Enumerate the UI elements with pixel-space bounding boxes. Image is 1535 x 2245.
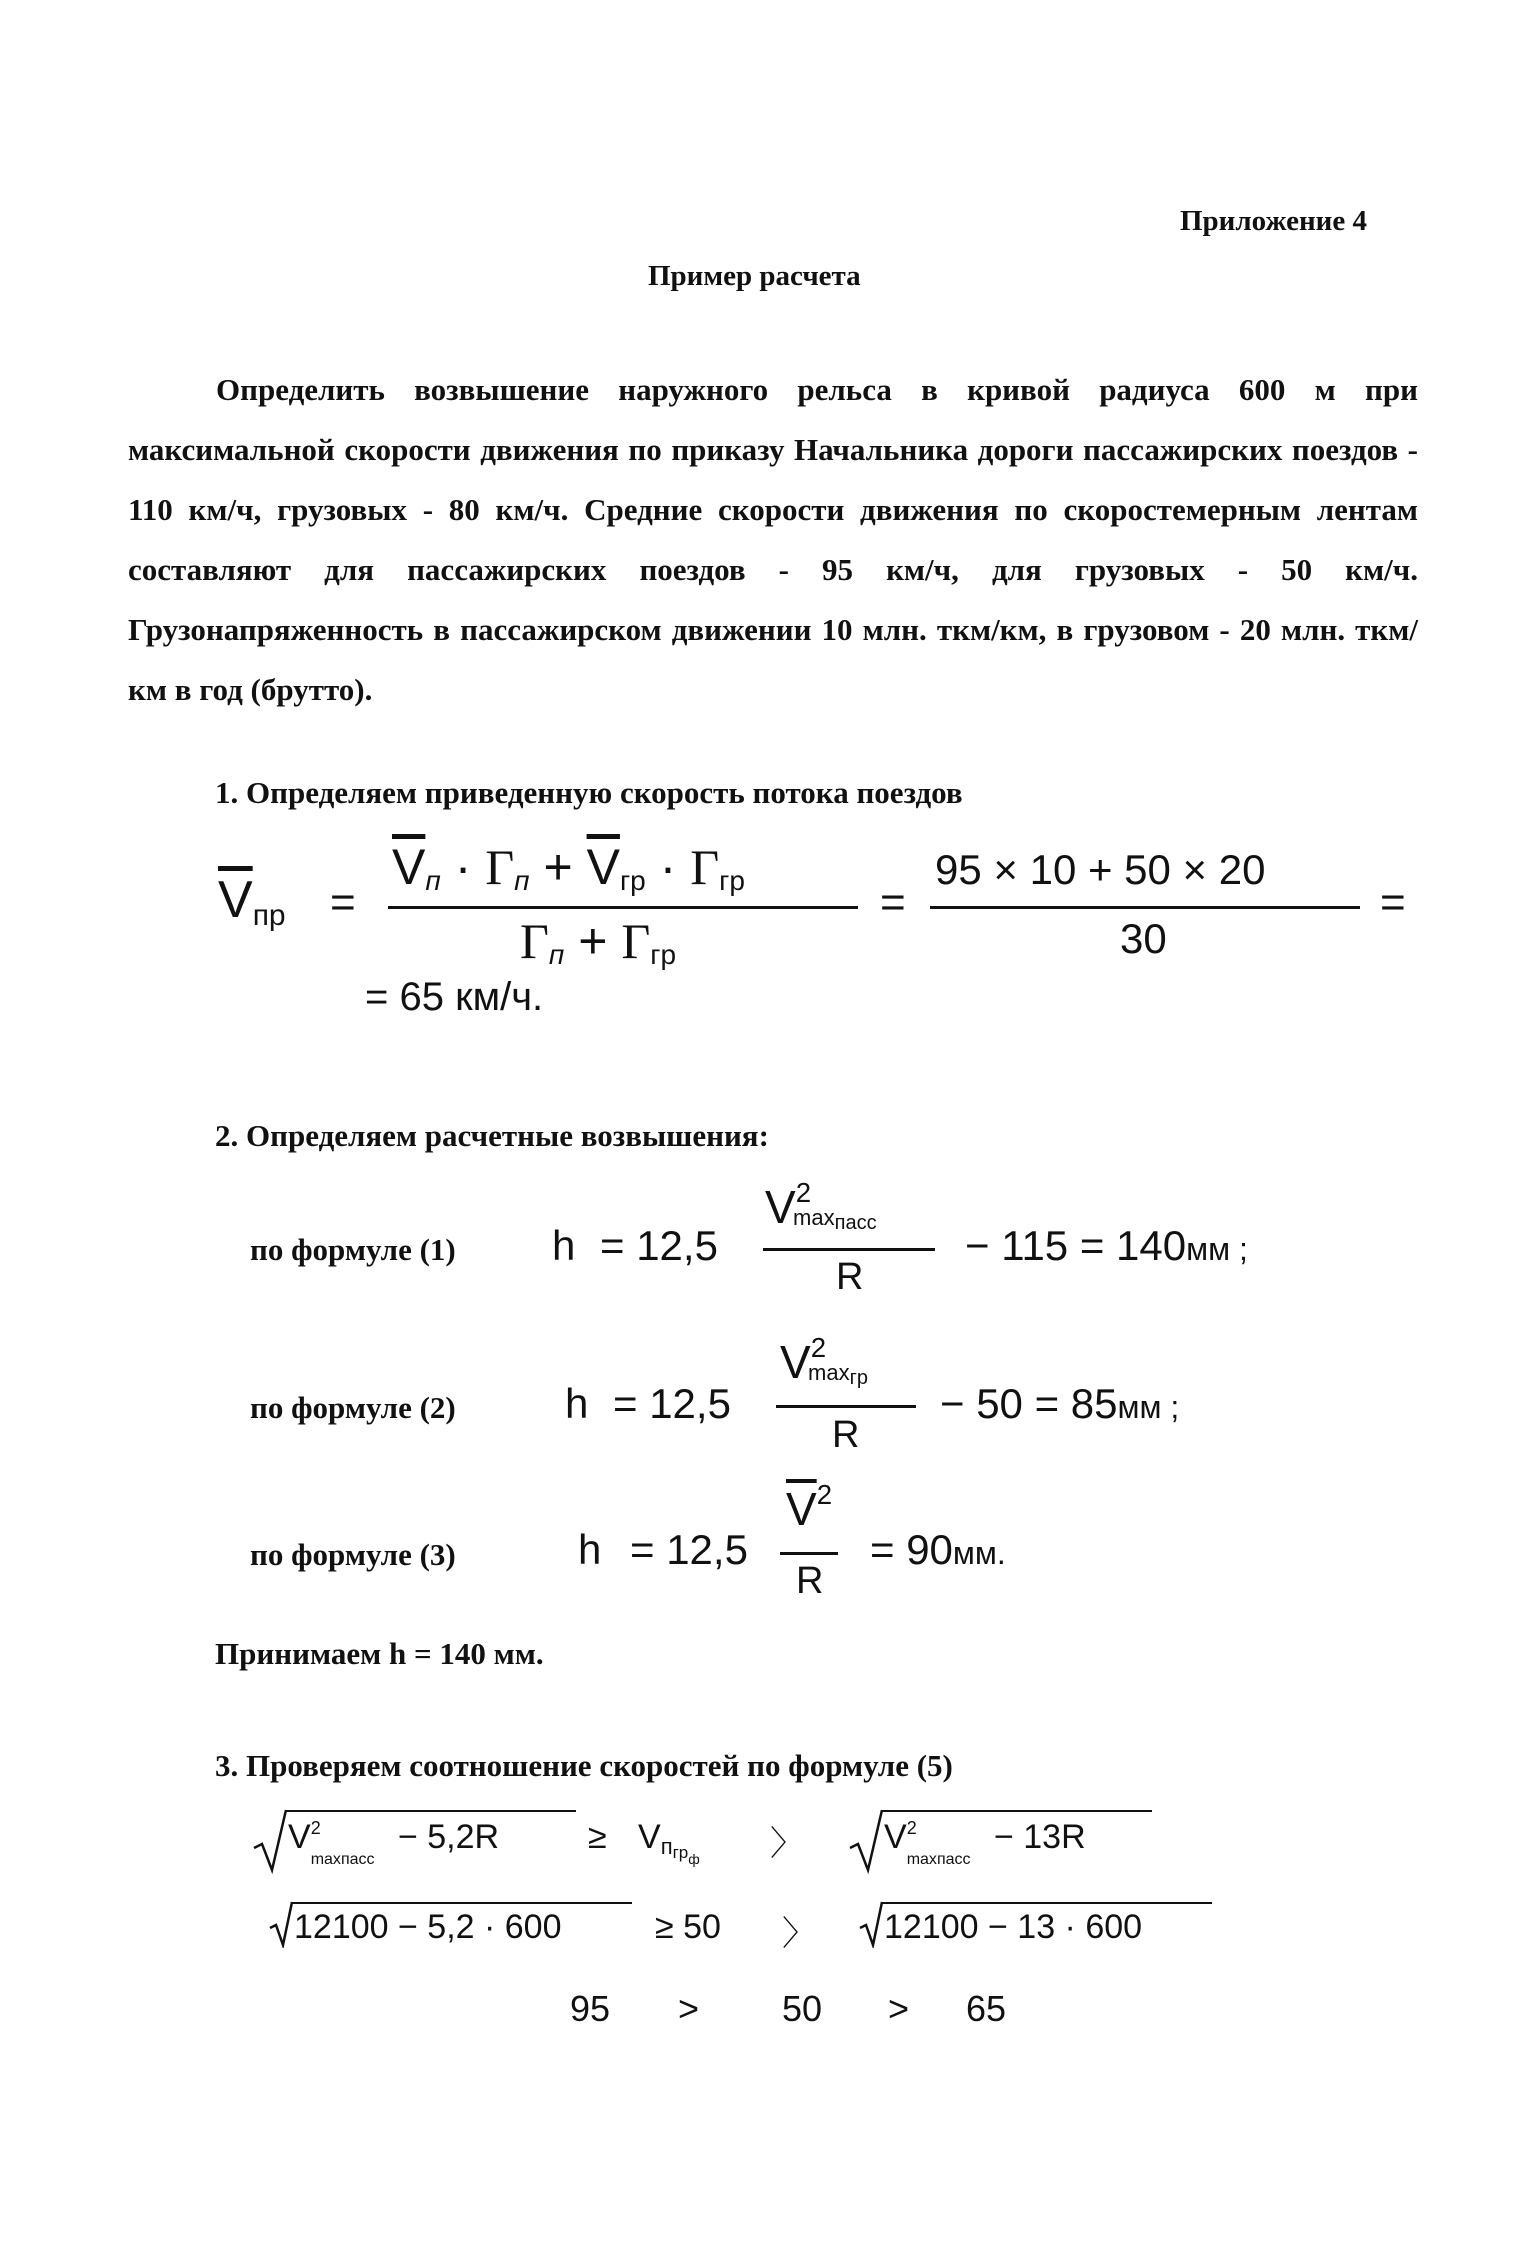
step1-fraction-bar <box>388 906 858 909</box>
page-title: Пример расчета <box>648 260 861 292</box>
numeric-fraction-bar <box>930 906 1360 909</box>
problem-text: Определить возвышение наружного рельса в кривой радиуса 600 м при максимальной скорости движения по приказу Начальника дороги пассажирских поездов - 110 км/ч, грузовых - 80 км/ч. Средние скорости движения по скоростемерным лентам составляют для пассажирских поездов - 95 км/ч, для грузовых - 50 км/ч. Грузонапряженность в пассажирском движении 10 млн. ткм/км, в грузовом - 20 млн. ткм/км в год (брутто). <box>128 372 1418 707</box>
sqrt-symbol-2 <box>848 1808 884 1874</box>
v-pgrf: $Vп_{грф}$ <box>638 1818 700 1867</box>
formula-2-denominator: R <box>832 1414 860 1456</box>
equals-sign-3: = <box>1380 878 1406 927</box>
formula-2-fraction-bar <box>776 1405 916 1408</box>
equals-sign: = <box>330 878 356 927</box>
step3-heading: 3. Проверяем соотношение скоростей по формуле (5) <box>215 1748 953 1783</box>
formula-3-coef: = 12,5 <box>630 1526 748 1573</box>
problem-paragraph <box>128 360 1418 720</box>
sqrt-4-content: 12100 − 13 · 600 <box>884 1908 1143 1946</box>
numeric-numerator: 95 × 10 + 50 × 20 <box>935 846 1266 893</box>
value-50: 50 <box>782 1988 823 2029</box>
step1-denominator: Гп + Ггр <box>520 913 677 970</box>
sqrt-1-content: $V^2_{maxпасс} - 5,2R$ <box>288 1818 500 1868</box>
sqrt-bar-1 <box>286 1810 576 1812</box>
formula-1-label: по формуле (1) <box>250 1232 456 1267</box>
lhs-v: $\overline{V}пр$ <box>218 871 286 932</box>
value-95: 95 <box>570 1988 611 2029</box>
formula-3-label: по формуле (3) <box>250 1537 456 1572</box>
value-65: 65 <box>966 1988 1007 2029</box>
step1-numerator: $\overline{V}п$ · Гп + $\overline{V}гр$ · Ггр <box>392 839 745 896</box>
sqrt-bar-2 <box>882 1810 1152 1812</box>
sqrt-symbol-4 <box>858 1900 884 1948</box>
sqrt-3-content: 12100 − 5,2 · 600 <box>294 1908 562 1946</box>
formula-2-coef: = 12,5 <box>613 1380 731 1427</box>
step2-heading: 2. Определяем расчетные возвышения: <box>215 1118 769 1153</box>
formula-2-h: h <box>565 1380 589 1427</box>
formula-3-fraction-bar <box>780 1552 838 1555</box>
formula-3-h: h <box>578 1526 602 1573</box>
formula-1-rest: − 115 = 140мм ; <box>965 1222 1248 1269</box>
formula-1-denominator: R <box>836 1256 864 1298</box>
sqrt-symbol-1 <box>252 1808 288 1874</box>
equals-sign-2: = <box>880 878 906 927</box>
gt-sign-1: 〉 <box>770 1825 804 1863</box>
gt-sign-3: > <box>678 1988 700 2029</box>
formula-3-numerator: $\overline{V}^2$ <box>786 1479 833 1535</box>
formula-2-label: по формуле (2) <box>250 1390 456 1425</box>
sqrt-bar-3 <box>292 1902 632 1904</box>
sqrt-bar-4 <box>882 1902 1212 1904</box>
gt-sign-2: 〉 <box>782 1915 816 1953</box>
formula-3-rest: = 90мм. <box>870 1526 1006 1573</box>
formula-3-denominator: R <box>796 1560 824 1602</box>
formula-1-fraction-bar <box>763 1248 935 1251</box>
ge-sign-1: ≥ <box>588 1818 607 1856</box>
formula-1-h: h <box>552 1222 576 1269</box>
accept-text: Принимаем h = 140 мм. <box>215 1636 544 1671</box>
gt-sign-4: > <box>888 1988 910 2029</box>
ge-50: ≥ 50 <box>655 1908 721 1946</box>
step1-result: = 65 км/ч. <box>365 975 544 1019</box>
appendix-label: Приложение 4 <box>1180 205 1367 237</box>
sqrt-2-content: $V^2_{maxпасс} - 13R$ <box>884 1818 1086 1868</box>
sqrt-symbol-3 <box>268 1900 294 1948</box>
formula-1-coef: = 12,5 <box>600 1222 718 1269</box>
formula-2-numerator: $V^2\max гр$ <box>780 1332 869 1389</box>
formula-1-numerator: $V^2\max пасс$ <box>765 1177 877 1234</box>
step1-heading: 1. Определяем приведенную скорость потока поездов <box>215 775 963 810</box>
numeric-denominator: 30 <box>1120 915 1167 962</box>
formula-2-rest: − 50 = 85мм ; <box>940 1380 1180 1427</box>
